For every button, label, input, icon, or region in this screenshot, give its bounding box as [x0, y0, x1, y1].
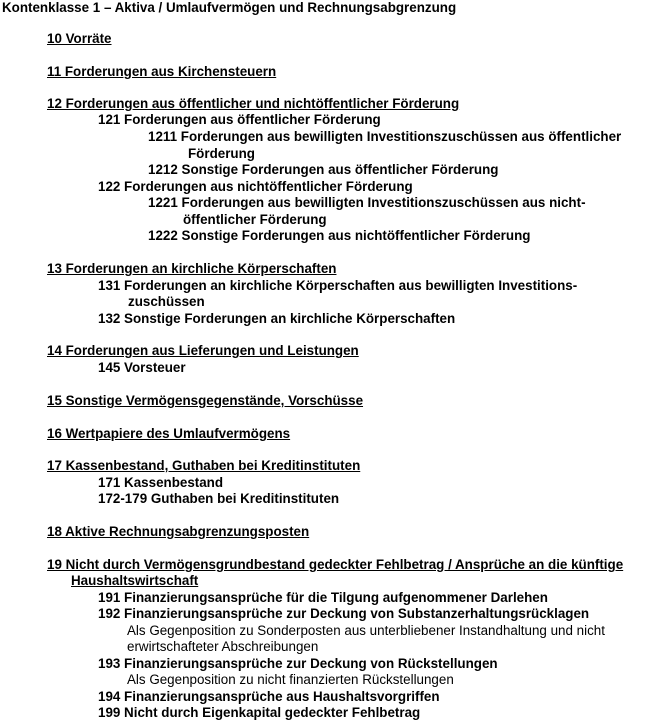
account-group-16: 16 Wertpapiere des Umlaufvermögens — [47, 426, 291, 441]
account-171: 171 Kassenbestand — [98, 475, 224, 490]
account-131: 131 Forderungen an kirchliche Körperschaften aus bewilligten Investitions- — [98, 278, 578, 293]
account-172-179: 172-179 Guthaben bei Kreditinstituten — [98, 491, 340, 506]
account-1212: 1212 Sonstige Forderungen aus öffentlicher Förderung — [148, 162, 499, 177]
account-192-note-continued: erwirtschafteter Abschreibungen — [127, 639, 319, 654]
account-group-18: 18 Aktive Rechnungsabgrenzungsposten — [47, 524, 310, 539]
account-191: 191 Finanzierungsansprüche für die Tilgung aufgenommener Darlehen — [98, 590, 548, 605]
account-group-12: 12 Forderungen aus öffentlicher und nichtöffentlicher Förderung — [47, 96, 460, 111]
account-group-10: 10 Vorräte — [47, 31, 112, 46]
account-193-note: Als Gegenposition zu nicht finanzierten Rückstellungen — [127, 672, 454, 687]
account-1211-continued: Förderung — [188, 146, 255, 161]
account-192: 192 Finanzierungsansprüche zur Deckung von Substanzerhaltungsrücklagen — [98, 606, 590, 621]
account-192-note: Als Gegenposition zu Sonderposten aus unterbliebener Instandhaltung und nicht — [127, 623, 605, 638]
account-193: 193 Finanzierungsansprüche zur Deckung von Rückstellungen — [98, 656, 498, 671]
account-132: 132 Sonstige Forderungen an kirchliche Körperschaften — [98, 311, 456, 326]
account-121: 121 Forderungen aus öffentlicher Förderung — [98, 112, 381, 127]
account-1222: 1222 Sonstige Forderungen aus nichtöffentlicher Förderung — [148, 228, 531, 243]
account-122: 122 Forderungen aus nichtöffentlicher Förderung — [98, 179, 413, 194]
account-194: 194 Finanzierungsansprüche aus Haushaltsvorgriffen — [98, 689, 440, 704]
account-group-14: 14 Forderungen aus Lieferungen und Leistungen — [47, 343, 359, 358]
page-title: Kontenklasse 1 – Aktiva / Umlaufvermögen und Rechnungsabgrenzung — [2, 0, 457, 15]
account-1221: 1221 Forderungen aus bewilligten Investitionszuschüssen aus nicht- — [148, 195, 586, 210]
account-group-19-continued: Haushaltswirtschaft — [71, 573, 199, 588]
account-group-17: 17 Kassenbestand, Guthaben bei Kreditinstituten — [47, 458, 361, 473]
account-131-continued: zuschüssen — [128, 294, 205, 309]
account-145: 145 Vorsteuer — [98, 360, 186, 375]
account-group-11: 11 Forderungen aus Kirchensteuern — [47, 64, 277, 79]
account-group-15: 15 Sonstige Vermögensgegenstände, Vorschüsse — [47, 393, 364, 408]
account-199: 199 Nicht durch Eigenkapital gedeckter Fehlbetrag — [98, 705, 421, 720]
account-1221-continued: öffentlicher Förderung — [183, 212, 327, 227]
account-group-19: 19 Nicht durch Vermögensgrundbestand gedeckter Fehlbetrag / Ansprüche an die künftige — [47, 557, 624, 572]
account-1211: 1211 Forderungen aus bewilligten Investitionszuschüssen aus öffentlicher — [148, 129, 622, 144]
account-group-13: 13 Forderungen an kirchliche Körperschaften — [47, 261, 337, 276]
